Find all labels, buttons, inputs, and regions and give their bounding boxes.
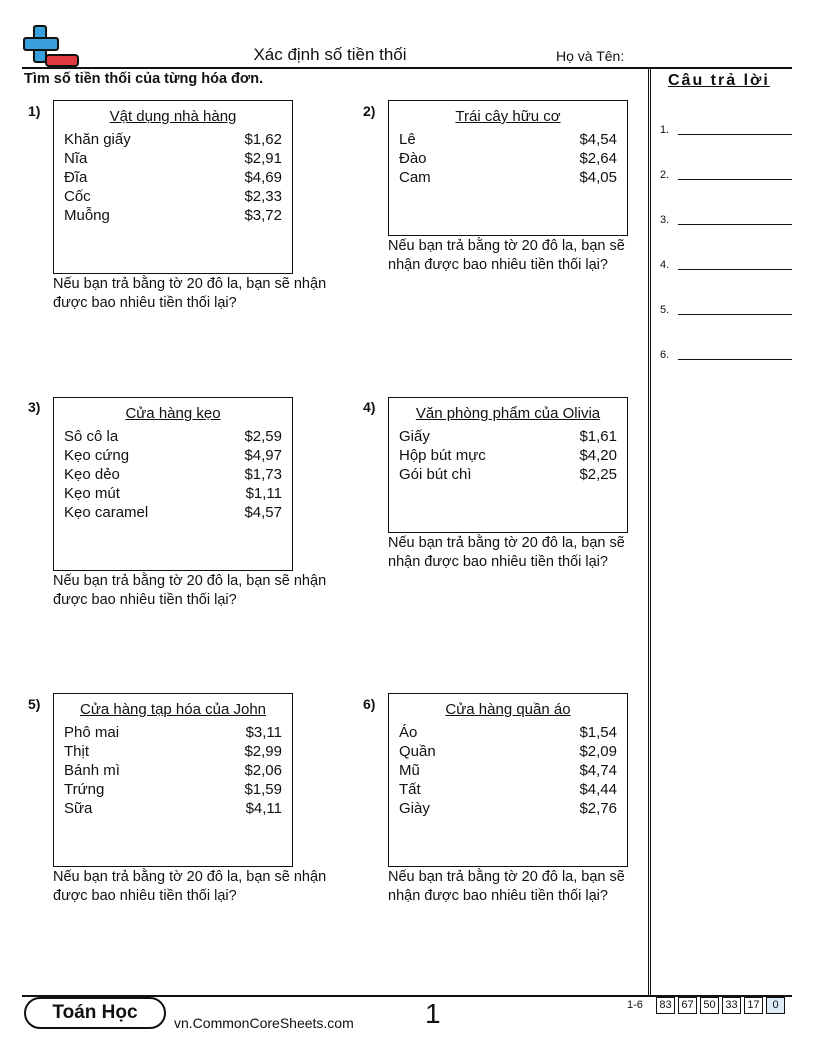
answer-line-1[interactable] (660, 124, 795, 136)
answer-line-2[interactable] (660, 169, 795, 181)
problem-range: 1-6 (627, 999, 643, 1011)
problem-question: Nếu bạn trả bằng tờ 20 đô la, bạn sẽ nhận được bao nhiêu tiền thối lại? (388, 238, 625, 273)
receipt-item: Nĩa $2,91 (64, 150, 282, 167)
receipt-item: Giày $2,76 (399, 800, 617, 817)
score-cell: 83 (656, 997, 675, 1014)
instructions: Tìm số tiền thối của từng hóa đơn. (24, 71, 264, 87)
receipt-item: Cam $4,05 (399, 169, 617, 186)
problem-number: 5) (28, 696, 41, 712)
answer-label: 4. (660, 259, 670, 271)
problem-question: Nếu bạn trả bằng tờ 20 đô la, bạn sẽ nhận được bao nhiêu tiền thối lại? (388, 535, 625, 570)
receipt-item: Đĩa $4,69 (64, 169, 282, 186)
receipt-item: Sô cô la $2,59 (64, 428, 282, 445)
header-rule (22, 67, 792, 69)
receipt-item: Muỗng $3,72 (64, 207, 282, 224)
score-cell: 67 (678, 997, 697, 1014)
answer-label: 1. (660, 124, 670, 136)
answer-label: 6. (660, 349, 670, 361)
problem-number: 3) (28, 399, 41, 415)
store-name: Văn phòng phẩm của Olivia (415, 405, 601, 422)
answer-line-5[interactable] (660, 304, 795, 316)
receipt-item: Giấy $1,61 (399, 428, 617, 445)
receipt-item: Trứng $1,59 (64, 781, 282, 798)
problem-number: 6) (363, 696, 376, 712)
problem-number: 1) (28, 103, 41, 119)
name-label: Họ và Tên: (556, 48, 625, 64)
store-name: Cửa hàng kẹo (125, 405, 221, 422)
receipt-item: Quần $2,09 (399, 743, 617, 760)
worksheet-title: Xác định số tiền thối (253, 45, 407, 64)
receipt-item: Thịt $2,99 (64, 743, 282, 760)
receipt-item: Gói bút chì $2,25 (399, 466, 617, 483)
problem-number: 4) (363, 399, 376, 415)
receipt-item: Mũ $4,74 (399, 762, 617, 779)
receipt-box (388, 397, 628, 533)
receipt-item: Lê $4,54 (399, 131, 617, 148)
store-name: Trái cây hữu cơ (455, 108, 561, 125)
receipt-item: Đào $2,64 (399, 150, 617, 167)
receipt-box (53, 397, 293, 571)
score-cell: 33 (722, 997, 741, 1014)
store-name: Cửa hàng quần áo (445, 701, 571, 718)
receipt-box (53, 693, 293, 867)
receipt-item: Cốc $2,33 (64, 188, 282, 205)
store-name: Vật dụng nhà hàng (109, 108, 237, 125)
score-cell: 0 (766, 997, 785, 1014)
problem-number: 2) (363, 103, 376, 119)
receipt-item: Kẹo mút $1,11 (64, 485, 282, 502)
receipt-item: Phô mai $3,11 (64, 724, 282, 741)
receipt-item: Tất $4,44 (399, 781, 617, 798)
problem-question: Nếu bạn trả bằng tờ 20 đô la, bạn sẽ nhận được bao nhiêu tiền thối lại? (53, 573, 327, 608)
answer-label: 3. (660, 214, 670, 226)
page-number: 1 (425, 998, 441, 1029)
score-cell: 17 (744, 997, 763, 1014)
answer-line-4[interactable] (660, 259, 795, 271)
brand-badge: Toán Học (24, 997, 166, 1029)
problem-question: Nếu bạn trả bằng tờ 20 đô la, bạn sẽ nhận được bao nhiêu tiền thối lại? (388, 869, 625, 904)
problem-question: Nếu bạn trả bằng tờ 20 đô la, bạn sẽ nhận được bao nhiêu tiền thối lại? (53, 276, 327, 311)
receipt-box (388, 100, 628, 236)
receipt-item: Kẹo cứng $4,97 (64, 447, 282, 464)
receipt-box (53, 100, 293, 274)
store-name: Cửa hàng tạp hóa của John (79, 701, 266, 718)
answer-line-6[interactable] (660, 349, 795, 361)
receipt-item: Sữa $4,11 (64, 800, 282, 817)
receipt-item: Kẹo dẻo $1,73 (64, 466, 282, 483)
receipt-item: Khăn giấy $1,62 (64, 131, 282, 148)
answer-line-3[interactable] (660, 214, 795, 226)
answer-label: 5. (660, 304, 670, 316)
score-cell: 50 (700, 997, 719, 1014)
receipt-box (388, 693, 628, 867)
site-url: vn.CommonCoreSheets.com (174, 1015, 354, 1031)
receipt-item: Bánh mì $2,06 (64, 762, 282, 779)
receipt-item: Hộp bút mực $4,20 (399, 447, 617, 464)
answers-title: Câu trả lời (668, 72, 770, 89)
answer-label: 2. (660, 169, 670, 181)
receipt-item: Kẹo caramel $4,57 (64, 504, 282, 521)
answer-column-divider (648, 67, 651, 997)
problem-question: Nếu bạn trả bằng tờ 20 đô la, bạn sẽ nhận được bao nhiêu tiền thối lại? (53, 869, 327, 904)
receipt-item: Áo $1,54 (399, 724, 617, 741)
